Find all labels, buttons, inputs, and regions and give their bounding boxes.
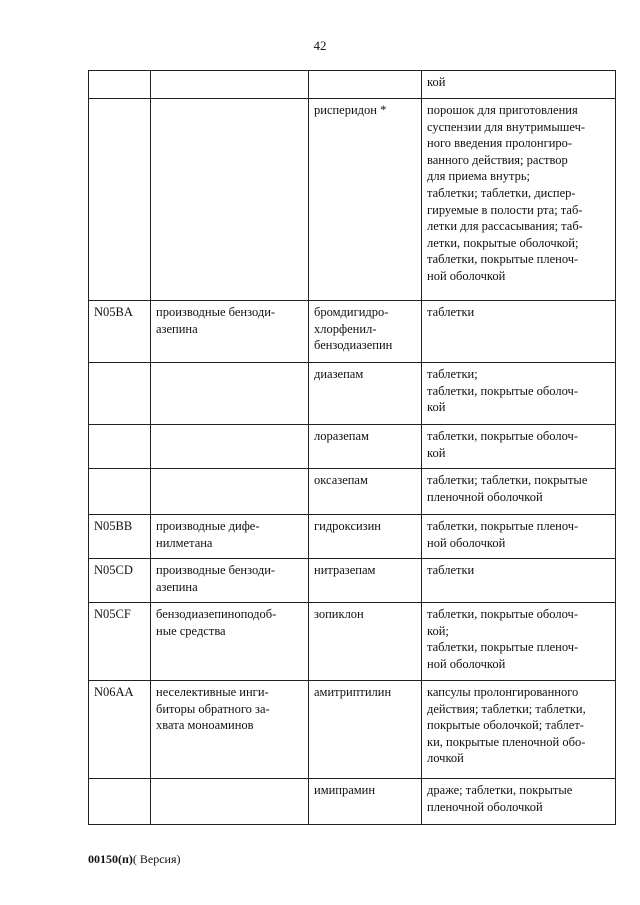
atc-group-cell [151, 681, 309, 779]
atc-group-line: азепина [156, 321, 198, 336]
drug-name-cell [309, 515, 422, 559]
dosage-forms-line: таблетки; [427, 367, 478, 381]
drug-name-line: гидроксизин [314, 519, 381, 533]
dosage-forms-line: пленочной оболочкой [427, 799, 543, 814]
atc-group-cell [151, 363, 309, 425]
table-row [89, 425, 616, 469]
atc-group-line: производные бензоди- [156, 305, 276, 319]
dosage-forms-line: таблетки [427, 563, 475, 577]
atc-code-cell [89, 559, 151, 603]
drug-name-line: нитразепам [314, 563, 376, 577]
table-row [89, 515, 616, 559]
drug-name-line: лоразепам [314, 429, 369, 443]
atc-code-cell [89, 71, 151, 99]
dosage-forms-cell [422, 603, 616, 681]
atc-code-cell [89, 363, 151, 425]
dosage-forms-cell [422, 301, 616, 363]
atc-group-cell [151, 515, 309, 559]
dosage-forms-line: кой [427, 400, 446, 415]
dosage-forms-line: пленочной оболочкой [427, 489, 543, 504]
dosage-forms-line: таблетки, покрытые пленоч- [427, 519, 579, 533]
table-row [89, 99, 616, 301]
table-row [89, 681, 616, 779]
document-code: 00150(п) [88, 852, 133, 866]
footer [88, 852, 181, 867]
atc-group-cell [151, 559, 309, 603]
atc-group-line: азепина [156, 579, 198, 594]
dosage-forms-cell [422, 515, 616, 559]
dosage-forms-line: действия; таблетки; таблетки, [427, 701, 586, 716]
dosage-forms-line: покрытые оболочкой; таблет- [427, 718, 584, 733]
dosage-forms-line: драже; таблетки, покрытые [427, 783, 573, 797]
atc-group-line: ные средства [156, 623, 226, 638]
dosage-forms-cell [422, 779, 616, 825]
dosage-forms-line: кой; [427, 623, 449, 638]
atc-group-cell [151, 469, 309, 515]
drug-name-line: зопиклон [314, 607, 364, 621]
dosage-forms-line: ванного действия; раствор [427, 152, 568, 167]
atc-code-text: N05CF [94, 607, 131, 621]
atc-group-line: бензодиазепиноподоб- [156, 607, 277, 621]
atc-code-cell [89, 779, 151, 825]
atc-group-line: неселективные инги- [156, 685, 269, 699]
drug-name-cell [309, 99, 422, 301]
table-row [89, 71, 616, 99]
table-row [89, 603, 616, 681]
dosage-forms-line: таблетки, покрытые оболоч- [427, 607, 578, 621]
atc-group-line: производные дифе- [156, 519, 260, 533]
atc-code-cell [89, 99, 151, 301]
dosage-forms-line: таблетки, покрытые оболоч- [427, 383, 578, 398]
dosage-forms-cell [422, 363, 616, 425]
drug-name-cell [309, 363, 422, 425]
atc-group-line: нилметана [156, 535, 213, 550]
atc-group-cell [151, 425, 309, 469]
table-row [89, 363, 616, 425]
drug-table [88, 70, 616, 825]
drug-name-cell [309, 301, 422, 363]
dosage-forms-cell [422, 425, 616, 469]
atc-group-cell [151, 71, 309, 99]
atc-code-cell [89, 301, 151, 363]
atc-group-line: производные бензоди- [156, 563, 276, 577]
dosage-forms-line: лочкой [427, 751, 464, 766]
table-row [89, 301, 616, 363]
atc-group-cell [151, 301, 309, 363]
dosage-forms-line: для приема внутрь; [427, 169, 531, 184]
drug-name-cell [309, 603, 422, 681]
drug-name-line: бромдигидро- [314, 305, 389, 319]
document-version-label: ( Версия) [132, 852, 181, 866]
drug-name-line: оксазепам [314, 473, 368, 487]
drug-name-line: рисперидон * [314, 103, 387, 117]
atc-group-line: биторы обратного за- [156, 701, 270, 716]
atc-code-text: N06AA [94, 685, 134, 699]
atc-code-cell [89, 603, 151, 681]
atc-code-text: N05BA [94, 305, 133, 319]
dosage-forms-line: кой [427, 75, 446, 89]
dosage-forms-line: таблетки, покрытые пленоч- [427, 252, 579, 267]
dosage-forms-cell [422, 681, 616, 779]
atc-group-line: хвата моноаминов [156, 718, 254, 733]
atc-group-cell [151, 99, 309, 301]
drug-name-cell [309, 71, 422, 99]
dosage-forms-cell [422, 559, 616, 603]
atc-code-text: N05CD [94, 563, 133, 577]
dosage-forms-line: кой [427, 445, 446, 460]
table-row [89, 559, 616, 603]
dosage-forms-cell [422, 99, 616, 301]
dosage-forms-line: таблетки, покрытые оболоч- [427, 429, 578, 443]
drug-name-line: диазепам [314, 367, 364, 381]
drug-name-cell [309, 425, 422, 469]
page-number: 42 [313, 38, 327, 53]
dosage-forms-line: гируемые в полости рта; таб- [427, 202, 583, 217]
atc-group-cell [151, 779, 309, 825]
dosage-forms-line: таблетки; таблетки, покрытые [427, 473, 588, 487]
drug-name-line: бензодиазепин [314, 338, 393, 353]
dosage-forms-line: ной оболочкой [427, 268, 506, 283]
dosage-forms-line: летки, покрытые оболочкой; [427, 235, 579, 250]
atc-code-cell [89, 515, 151, 559]
dosage-forms-line: порошок для приготовления [427, 103, 578, 117]
dosage-forms-line: летки для рассасывания; таб- [427, 219, 583, 234]
atc-code-cell [89, 425, 151, 469]
drug-name-line: хлорфенил- [314, 321, 377, 336]
drug-name-cell [309, 469, 422, 515]
dosage-forms-line: капсулы пролонгированного [427, 685, 579, 699]
dosage-forms-line: ного введения пролонгиро- [427, 136, 573, 151]
dosage-forms-line: ной оболочкой [427, 656, 506, 671]
table-row [89, 469, 616, 515]
drug-name-cell [309, 779, 422, 825]
dosage-forms-line: ной оболочкой [427, 535, 506, 550]
dosage-forms-line: суспензии для внутримышеч- [427, 119, 586, 134]
dosage-forms-line: таблетки; таблетки, диспер- [427, 185, 576, 200]
drug-name-line: имипрамин [314, 783, 376, 797]
dosage-forms-cell [422, 469, 616, 515]
atc-code-cell [89, 681, 151, 779]
atc-code-text: N05BB [94, 519, 133, 533]
drug-name-cell [309, 559, 422, 603]
drug-name-line: амитриптилин [314, 685, 392, 699]
atc-code-cell [89, 469, 151, 515]
dosage-forms-cell [422, 71, 616, 99]
atc-group-cell [151, 603, 309, 681]
table-row [89, 779, 616, 825]
drug-name-cell [309, 681, 422, 779]
dosage-forms-line: ки, покрытые пленочной обо- [427, 734, 586, 749]
dosage-forms-line: таблетки, покрытые пленоч- [427, 640, 579, 655]
dosage-forms-line: таблетки [427, 305, 475, 319]
